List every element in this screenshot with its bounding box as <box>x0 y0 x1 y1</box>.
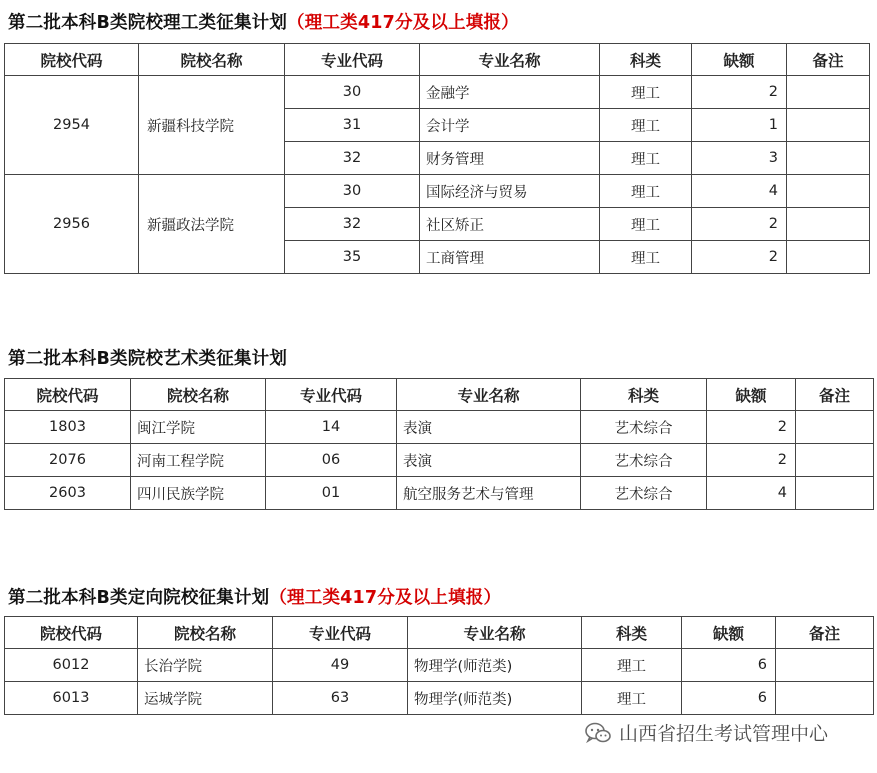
header-school-code: 院校代码 <box>5 379 131 411</box>
header-school-code: 院校代码 <box>5 44 139 76</box>
major-name: 物理学(师范类) <box>408 682 582 715</box>
major-name: 金融学 <box>420 76 600 109</box>
header-school-code: 院校代码 <box>5 617 138 649</box>
school-code: 2076 <box>5 444 131 477</box>
category: 艺术综合 <box>581 411 707 444</box>
remark <box>787 175 870 208</box>
category: 理工 <box>600 208 692 241</box>
section2-title: 第二批本科B类院校艺术类征集计划 <box>8 349 288 369</box>
school-name: 四川民族学院 <box>131 477 266 510</box>
table-row <box>5 477 874 510</box>
remark <box>787 208 870 241</box>
school-code: 6012 <box>5 649 138 682</box>
header-major-name: 专业名称 <box>397 379 581 411</box>
remark <box>796 477 874 510</box>
major-code: 32 <box>285 208 420 241</box>
section1-heading <box>8 9 519 34</box>
vacancy: 2 <box>692 208 787 241</box>
vacancy: 3 <box>692 142 787 175</box>
remark <box>796 444 874 477</box>
major-code: 49 <box>273 649 408 682</box>
major-name: 国际经济与贸易 <box>420 175 600 208</box>
major-code: 14 <box>266 411 397 444</box>
school-code: 2954 <box>5 76 139 175</box>
school-name: 运城学院 <box>138 682 273 715</box>
section1-note: （理工类417分及以上填报） <box>287 13 519 33</box>
major-code: 30 <box>285 175 420 208</box>
vacancy: 2 <box>692 241 787 274</box>
header-remark: 备注 <box>796 379 874 411</box>
section3-table <box>4 616 874 715</box>
category: 理工 <box>600 241 692 274</box>
header-category: 科类 <box>582 617 682 649</box>
table-row <box>5 682 874 715</box>
major-name: 社区矫正 <box>420 208 600 241</box>
major-code: 30 <box>285 76 420 109</box>
school-name: 河南工程学院 <box>131 444 266 477</box>
remark <box>787 76 870 109</box>
table-header-row <box>5 379 874 411</box>
category: 理工 <box>600 109 692 142</box>
watermark-text: 山西省招生考试管理中心 <box>619 723 829 745</box>
school-code: 2956 <box>5 175 139 274</box>
vacancy: 1 <box>692 109 787 142</box>
header-remark: 备注 <box>776 617 874 649</box>
major-name: 财务管理 <box>420 142 600 175</box>
header-major-name: 专业名称 <box>408 617 582 649</box>
section3-title: 第二批本科B类定向院校征集计划 <box>8 588 270 608</box>
vacancy: 2 <box>707 444 796 477</box>
wechat-icon <box>584 721 612 745</box>
school-code: 1803 <box>5 411 131 444</box>
remark <box>787 109 870 142</box>
watermark <box>584 719 828 746</box>
remark <box>787 142 870 175</box>
section1-table <box>4 43 870 274</box>
header-school-name: 院校名称 <box>138 617 273 649</box>
major-code: 32 <box>285 142 420 175</box>
major-code: 01 <box>266 477 397 510</box>
school-name: 新疆政法学院 <box>139 175 285 274</box>
category: 艺术综合 <box>581 444 707 477</box>
category: 艺术综合 <box>581 477 707 510</box>
vacancy: 6 <box>682 649 776 682</box>
vacancy: 2 <box>707 411 796 444</box>
category: 理工 <box>582 682 682 715</box>
header-vacancy: 缺额 <box>682 617 776 649</box>
table-row <box>5 444 874 477</box>
vacancy: 6 <box>682 682 776 715</box>
remark <box>796 411 874 444</box>
section1-title: 第二批本科B类院校理工类征集计划 <box>8 13 288 33</box>
school-name: 新疆科技学院 <box>139 76 285 175</box>
remark <box>776 649 874 682</box>
school-name: 闽江学院 <box>131 411 266 444</box>
major-code: 31 <box>285 109 420 142</box>
category: 理工 <box>600 142 692 175</box>
table-row <box>5 175 870 208</box>
vacancy: 2 <box>692 76 787 109</box>
header-school-name: 院校名称 <box>131 379 266 411</box>
category: 理工 <box>600 76 692 109</box>
table-row <box>5 411 874 444</box>
school-code: 6013 <box>5 682 138 715</box>
table-row <box>5 649 874 682</box>
header-major-code: 专业代码 <box>285 44 420 76</box>
vacancy: 4 <box>692 175 787 208</box>
table-header-row <box>5 44 870 76</box>
category: 理工 <box>600 175 692 208</box>
major-name: 表演 <box>397 444 581 477</box>
section2-table <box>4 378 874 510</box>
header-category: 科类 <box>581 379 707 411</box>
header-major-name: 专业名称 <box>420 44 600 76</box>
major-code: 63 <box>273 682 408 715</box>
header-vacancy: 缺额 <box>692 44 787 76</box>
header-vacancy: 缺额 <box>707 379 796 411</box>
remark <box>787 241 870 274</box>
header-major-code: 专业代码 <box>266 379 397 411</box>
major-name: 工商管理 <box>420 241 600 274</box>
table-row <box>5 76 870 109</box>
table-header-row <box>5 617 874 649</box>
category: 理工 <box>582 649 682 682</box>
remark <box>776 682 874 715</box>
vacancy: 4 <box>707 477 796 510</box>
major-name: 会计学 <box>420 109 600 142</box>
major-name: 航空服务艺术与管理 <box>397 477 581 510</box>
major-name: 物理学(师范类) <box>408 649 582 682</box>
section3-heading <box>8 584 501 609</box>
major-code: 06 <box>266 444 397 477</box>
school-name: 长治学院 <box>138 649 273 682</box>
header-school-name: 院校名称 <box>139 44 285 76</box>
header-major-code: 专业代码 <box>273 617 408 649</box>
section2-heading <box>8 345 287 370</box>
major-code: 35 <box>285 241 420 274</box>
major-name: 表演 <box>397 411 581 444</box>
header-remark: 备注 <box>787 44 870 76</box>
school-code: 2603 <box>5 477 131 510</box>
header-category: 科类 <box>600 44 692 76</box>
section3-note: （理工类417分及以上填报） <box>269 588 502 608</box>
